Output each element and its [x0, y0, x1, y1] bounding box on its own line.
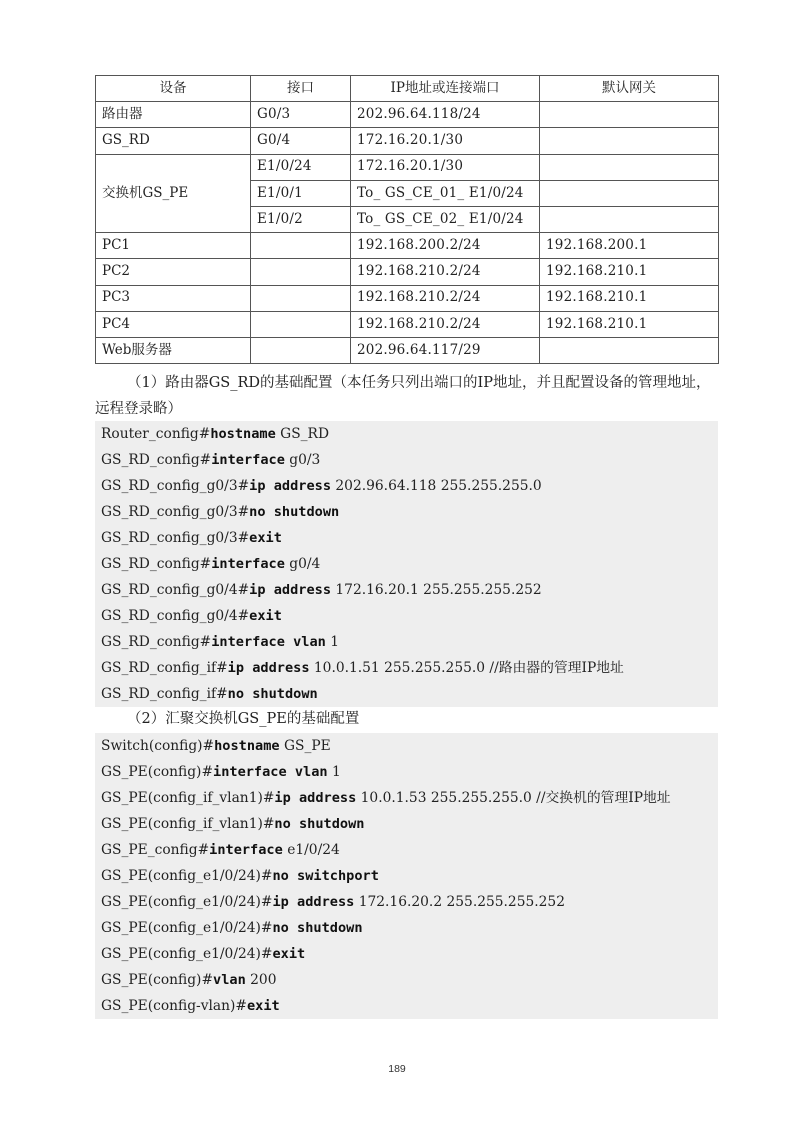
- table-row: [96, 102, 719, 128]
- code-line: [95, 577, 718, 603]
- code-argument: g0/3: [284, 452, 321, 468]
- table-row: [96, 259, 719, 285]
- code-keyword: no shutdown: [227, 686, 318, 702]
- code-prompt: GS_PE_config#: [101, 842, 210, 858]
- code-prompt: GS_PE(config)#: [101, 764, 214, 780]
- code-keyword: ip address: [272, 894, 355, 910]
- cell-interface: [251, 285, 351, 311]
- code-line: [95, 603, 718, 629]
- code-argument: 10.0.1.53 255.255.255.0 //交换机的管理IP地址: [356, 790, 671, 806]
- code-line: [95, 655, 718, 681]
- code-argument: g0/4: [284, 556, 321, 572]
- cell-interface: [251, 311, 351, 337]
- cell-device: PC1: [96, 233, 251, 259]
- cell-gateway: 192.168.210.1: [540, 285, 719, 311]
- code-line: [95, 941, 718, 967]
- code-line: [95, 759, 718, 785]
- cell-ip: 172.16.20.1/30: [351, 154, 540, 180]
- cell-gateway: [540, 337, 719, 363]
- cell-interface: E1/0/1: [251, 180, 351, 206]
- code-argument: 200: [245, 972, 277, 988]
- code-block-switch: [95, 733, 718, 1019]
- cell-device: PC4: [96, 311, 251, 337]
- cell-device: 交换机GS_PE: [96, 154, 251, 233]
- code-argument: 172.16.20.1 255.255.255.252: [331, 582, 542, 598]
- section-1-heading: [95, 370, 718, 422]
- code-prompt: GS_RD_config_g0/3#: [101, 530, 250, 546]
- code-prompt: GS_PE(config_e1/0/24)#: [101, 868, 273, 884]
- code-argument: 1: [325, 634, 339, 650]
- code-line: [95, 733, 718, 759]
- code-line: [95, 499, 718, 525]
- code-prompt: GS_PE(config_if_vlan1)#: [101, 790, 275, 806]
- cell-interface: [251, 233, 351, 259]
- header-gateway: 默认网关: [540, 76, 719, 102]
- code-prompt: GS_PE(config)#: [101, 972, 214, 988]
- cell-device: Web服务器: [96, 337, 251, 363]
- cell-gateway: [540, 206, 719, 232]
- code-keyword: exit: [247, 998, 280, 1014]
- code-argument: 10.0.1.51 255.255.255.0 //路由器的管理IP地址: [309, 660, 624, 676]
- header-ip: IP地址或连接端口: [351, 76, 540, 102]
- cell-device: PC3: [96, 285, 251, 311]
- cell-gateway: [540, 128, 719, 154]
- code-block-router: [95, 421, 718, 707]
- code-argument: 1: [327, 764, 341, 780]
- code-keyword: interface vlan: [213, 764, 328, 780]
- code-line: [95, 473, 718, 499]
- code-prompt: GS_PE(config_if_vlan1)#: [101, 816, 275, 832]
- code-prompt: GS_PE(config_e1/0/24)#: [101, 920, 273, 936]
- code-line: [95, 785, 718, 811]
- code-argument: GS_RD: [275, 426, 330, 442]
- code-argument: 172.16.20.2 255.255.255.252: [354, 894, 565, 910]
- cell-interface: E1/0/24: [251, 154, 351, 180]
- code-prompt: GS_RD_config_if#: [101, 686, 228, 702]
- cell-ip: 192.168.200.2/24: [351, 233, 540, 259]
- cell-ip: 172.16.20.1/30: [351, 128, 540, 154]
- header-interface: 接口: [251, 76, 351, 102]
- table-row: [96, 128, 719, 154]
- cell-ip: 192.168.210.2/24: [351, 285, 540, 311]
- cell-gateway: [540, 180, 719, 206]
- code-line: [95, 863, 718, 889]
- code-keyword: exit: [272, 946, 306, 962]
- code-line: [95, 915, 718, 941]
- code-argument: 202.96.64.118 255.255.255.0: [331, 478, 542, 494]
- device-address-table: [95, 75, 719, 364]
- cell-device: 路由器: [96, 102, 251, 128]
- code-keyword: exit: [249, 530, 282, 546]
- cell-ip: 202.96.64.118/24: [351, 102, 540, 128]
- code-keyword: interface: [211, 452, 285, 468]
- code-argument: e1/0/24: [282, 842, 340, 858]
- code-line: [95, 421, 718, 447]
- code-line: [95, 681, 718, 707]
- code-prompt: GS_PE(config_e1/0/24)#: [101, 946, 273, 962]
- table-header-row: [96, 76, 719, 102]
- cell-ip: To_ GS_CE_02_ E1/0/24: [351, 206, 540, 232]
- cell-interface: [251, 259, 351, 285]
- code-keyword: ip address: [249, 478, 332, 494]
- code-prompt: GS_PE(config-vlan)#: [101, 998, 247, 1014]
- code-keyword: no shutdown: [272, 920, 363, 936]
- code-prompt: GS_RD_config_g0/4#: [101, 608, 250, 624]
- code-keyword: no switchport: [272, 868, 379, 884]
- code-keyword: no shutdown: [274, 816, 365, 832]
- code-keyword: exit: [249, 608, 282, 624]
- cell-device: GS_RD: [96, 128, 251, 154]
- code-keyword: hostname: [214, 738, 280, 754]
- cell-ip: 202.96.64.117/29: [351, 337, 540, 363]
- code-line: [95, 889, 718, 915]
- code-keyword: interface vlan: [211, 634, 326, 650]
- table-row: [96, 154, 719, 180]
- code-keyword: ip address: [227, 660, 310, 676]
- section-1-text: （1）路由器GS_RD的基础配置（本任务只列出端口的IP地址，并且配置设备的管理地址，远程登录略）: [95, 375, 711, 417]
- code-line: [95, 447, 718, 473]
- table-row: [96, 311, 719, 337]
- code-prompt: GS_RD_config_g0/3#: [101, 504, 250, 520]
- code-keyword: hostname: [210, 426, 276, 442]
- code-line: [95, 629, 718, 655]
- table-row: [96, 233, 719, 259]
- cell-interface: E1/0/2: [251, 206, 351, 232]
- code-line: [95, 967, 718, 993]
- cell-gateway: [540, 102, 719, 128]
- code-prompt: GS_RD_config#: [101, 634, 212, 650]
- code-prompt: GS_PE(config_e1/0/24)#: [101, 894, 273, 910]
- code-prompt: GS_RD_config_if#: [101, 660, 228, 676]
- table-row: [96, 285, 719, 311]
- cell-interface: G0/3: [251, 102, 351, 128]
- code-line: [95, 811, 718, 837]
- code-prompt: GS_RD_config#: [101, 452, 212, 468]
- code-line: [95, 837, 718, 863]
- cell-interface: G0/4: [251, 128, 351, 154]
- code-keyword: no shutdown: [249, 504, 340, 520]
- cell-device: PC2: [96, 259, 251, 285]
- cell-gateway: 192.168.200.1: [540, 233, 719, 259]
- cell-gateway: 192.168.210.1: [540, 311, 719, 337]
- code-keyword: interface: [211, 556, 285, 572]
- table-row: [96, 337, 719, 363]
- code-prompt: GS_RD_config_g0/3#: [101, 478, 250, 494]
- section-2-text: （2）汇聚交换机GS_PE的基础配置: [127, 711, 360, 727]
- code-line: [95, 551, 718, 577]
- cell-gateway: 192.168.210.1: [540, 259, 719, 285]
- code-keyword: ip address: [249, 582, 332, 598]
- code-keyword: vlan: [213, 972, 246, 988]
- code-prompt: Router_config#: [101, 426, 211, 442]
- code-argument: GS_PE: [279, 738, 331, 754]
- code-keyword: interface: [209, 842, 283, 858]
- code-line: [95, 525, 718, 551]
- code-keyword: ip address: [274, 790, 357, 806]
- header-device: 设备: [96, 76, 251, 102]
- code-prompt: GS_RD_config_g0/4#: [101, 582, 250, 598]
- code-prompt: Switch(config)#: [101, 738, 215, 754]
- section-2-heading: [95, 706, 718, 732]
- page-number: 189: [388, 1063, 406, 1075]
- cell-ip: 192.168.210.2/24: [351, 311, 540, 337]
- code-line: [95, 993, 718, 1019]
- code-prompt: GS_RD_config#: [101, 556, 212, 572]
- cell-interface: [251, 337, 351, 363]
- cell-ip: To_ GS_CE_01_ E1/0/24: [351, 180, 540, 206]
- cell-ip: 192.168.210.2/24: [351, 259, 540, 285]
- cell-gateway: [540, 154, 719, 180]
